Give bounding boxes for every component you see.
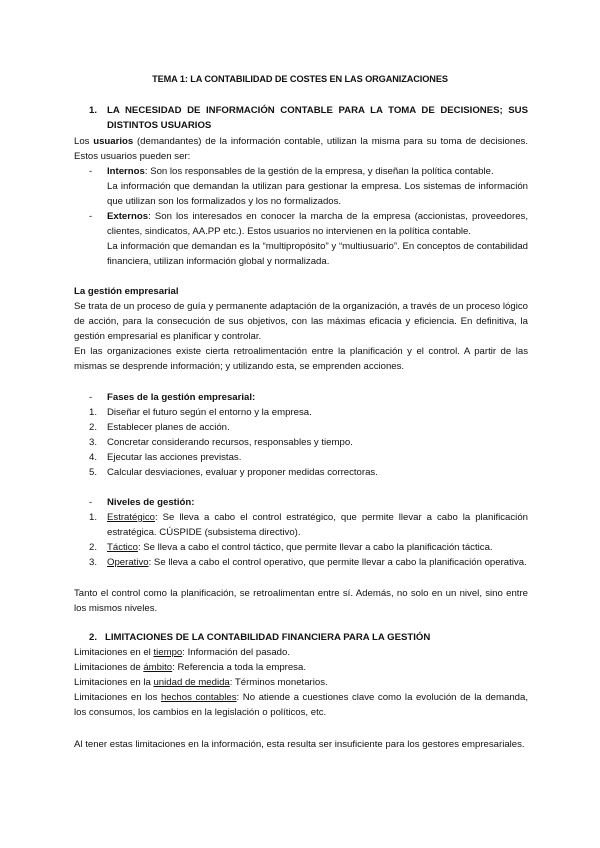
document-title: TEMA 1: LA CONTABILIDAD DE COSTES EN LAS ORGANIZACIONES: [152, 74, 448, 84]
list-item: 2. Táctico: Se lleva a cabo el control táctico, que permite llevar a cabo la planificación táctica.: [89, 542, 493, 553]
internos-term: Internos: [107, 166, 145, 177]
section-1-number: 1.: [89, 105, 98, 116]
limitacion-line: Limitaciones en la unidad de medida: Términos monetarios.: [74, 677, 328, 688]
section-1-heading: [89, 103, 528, 131]
fases-heading: - Fases de la gestión empresarial:: [89, 392, 256, 403]
estrategico-term: Estratégico: [107, 512, 155, 523]
dash-marker: -: [89, 211, 93, 222]
usuarios-intro: Los usuarios (demandantes) de la información contable, utilizan la misma para su toma de decisiones. Estos usuarios pueden ser:: [74, 136, 528, 162]
internos-extra: La información que demandan la utilizan para gestionar la empresa. Los sistemas de información que utilizan son los formalizados y los no formalizados.: [107, 181, 528, 207]
limitacion-line: Limitaciones en el tiempo: Información del pasado.: [74, 647, 290, 658]
externos-extra: La información que demandan es la “multipropósito” y “multiusuario”. En conceptos de contabilidad financiera, utilizan información global y normalizada.: [107, 241, 528, 267]
tactico-term: Táctico: [107, 542, 138, 553]
list-item: 4. Ejecutar las acciones previstas.: [89, 452, 242, 463]
list-item: 3. Concretar considerando recursos, responsables y tiempo.: [89, 437, 353, 448]
limitacion-line: Limitaciones en los hechos contables: No atiende a cuestiones clave como la evolución de la demanda, los consumos, los cambios en la legislación o políticos, etc.: [74, 692, 528, 718]
gestion-heading: La gestión empresarial: [74, 286, 179, 297]
list-item: 1. Diseñar el futuro según el entorno y la empresa.: [89, 407, 312, 418]
section-2-title: LIMITACIONES DE LA CONTABILIDAD FINANCIERA PARA LA GESTIÓN: [105, 632, 431, 643]
niveles-closing: Tanto el control como la planificación, se retroalimentan entre sí. Además, no solo en un nivel, sino entre los mismos niveles.: [74, 588, 528, 614]
limitacion-line: Limitaciones de ámbito: Referencia a toda la empresa.: [74, 662, 306, 673]
dash-marker: -: [89, 497, 93, 508]
gestion-paragraph-1: Se trata de un proceso de guía y permanente adaptación de la organización, a través de un proceso lógico de acción, para la consecución de sus objetivos, con las máximas eficacia y eficiencia. En definitiva, la gestión empresarial es planificar y controlar.: [74, 301, 528, 342]
list-item: 5. Calcular desviaciones, evaluar y proponer medidas correctoras.: [89, 467, 378, 478]
section-1-title: LA NECESIDAD DE INFORMACIÓN CONTABLE PARA LA TOMA DE DECISIONES; SUS DISTINTOS USUARIOS: [107, 105, 528, 131]
operativo-term: Operativo: [107, 557, 149, 568]
list-item: 2. Establecer planes de acción.: [89, 422, 230, 433]
niveles-heading: - Niveles de gestión:: [89, 497, 195, 508]
dash-marker: -: [89, 166, 93, 177]
conclusion-paragraph: Al tener estas limitaciones en la información, esta resulta ser insuficiente para los gestores empresariales.: [74, 739, 525, 750]
externos-term: Externos: [107, 211, 149, 222]
section-2-number: 2.: [89, 632, 98, 643]
section-2-heading: [89, 630, 528, 645]
limitaciones-list: [74, 645, 528, 720]
list-item: 1. Estratégico: Se lleva a cabo el control estratégico, que permite llevar a cabo la planificación estratégica. CÚSPIDE (subsistema directivo).: [89, 512, 528, 538]
dash-marker: -: [89, 392, 93, 403]
fases-list: [89, 405, 528, 480]
gestion-paragraph-2: En las organizaciones existe cierta retroalimentación entre la planificación y el control. A partir de las mismas se desprende información; y utilizando esta, se emprenden acciones.: [74, 346, 528, 372]
usuarios-term: usuarios: [93, 136, 134, 147]
bullet-externos: - Externos: Son los interesados en conocer la marcha de la empresa (accionistas, proveedores, clientes, sindicatos, AA.PP etc.). Estos usuarios no intervienen en la política contable. La información que demandan es la “multipropósito” y “multiusuario”. En conceptos de contabilidad financiera, utilizan información global y normalizada.: [89, 211, 528, 267]
niveles-list: [89, 510, 528, 570]
bullet-internos: - Internos: Son los responsables de la gestión de la empresa, y diseñan la política contable. La información que demandan la utilizan para gestionar la empresa. Los sistemas de información que utilizan son los formalizados y los no formalizados.: [89, 166, 528, 207]
list-item: 3. Operativo: Se lleva a cabo el control operativo, que permite llevar a cabo la planificación operativa.: [89, 557, 527, 568]
